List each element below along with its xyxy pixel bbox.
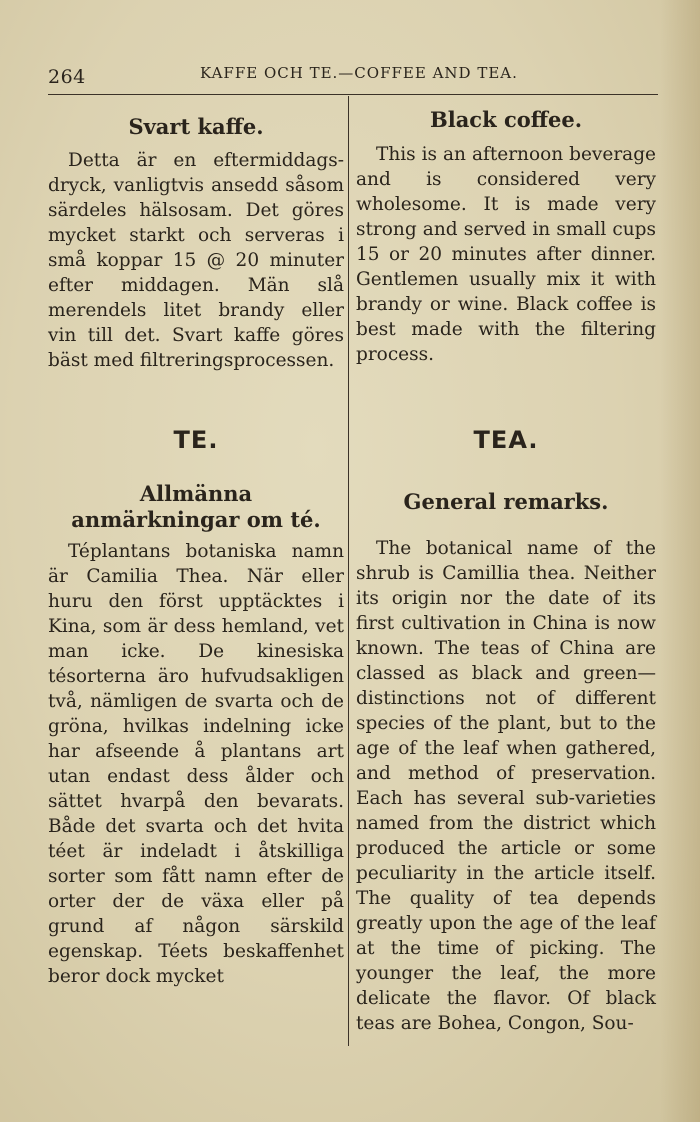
paragraph-general-remarks: The botanical name of the shrub is Camillia thea. Neither its origin nor the date of its first cultivation in China is now known. The teas of China are classed as black and green—distinctions not of different species of the plant, but to the age of the leaf when gathered, and method of preservation. Each has several sub-varieties named from the district which produced the article or some peculiarity in the article itself. The quality of tea depends greatly upon the age of the leaf at the time of picking. The younger the leaf, the more delicate the flavor. Of black teas are Bohea, Congon, Sou- [356, 538, 656, 1034]
section-title-svart-kaffe: Svart kaffe. [128, 114, 264, 139]
section-title-black-coffee: Black coffee. [429, 107, 583, 132]
section-title-allmanna-anmarkningar: Allmänna anmärkningar om té. [71, 481, 321, 532]
english-column [356, 96, 656, 1046]
paragraph-svart-kaffe: Detta är en eftermiddags-dryck, vanligtvis ansedd såsom särdeles hälsosam. Det göres mycket starkt och serveras i små koppar 15 @ 20 minuter efter middagen. Män slå merendels litet brandy eller vin till det. Svart kaffe göres bäst med filtreringsprocessen. [48, 150, 344, 371]
header-rule [48, 94, 658, 95]
column-divider [348, 96, 349, 1046]
chapter-title-te: TE. [173, 426, 219, 454]
running-head: KAFFE OCH TE.—COFFEE AND TEA. [200, 64, 518, 82]
paragraph-black-coffee: This is an afternoon beverage and is considered very wholesome. It is made very strong and served in small cups 15 or 20 minutes after dinner. Gentlemen usually mix it with brandy or wine. Black coffee is best made with the filtering process. [356, 144, 656, 365]
page-edge-shadow [660, 0, 700, 1122]
chapter-title-tea: TEA. [473, 426, 539, 454]
page-header [48, 62, 658, 88]
page-number: 264 [48, 66, 86, 88]
paragraph-allmanna-anmarkningar: Téplantans botaniska namn är Camilia Thea. När eller huru den först upptäcktes i Kina, som är dess hemland, vet man icke. De kinesiska tésorterna äro hufvudsakligen två, nämligen de svarta och de gröna, hvilkas indelning icke har afseende å plantans art utan endast dess ålder och sättet hvarpå den bevarats. Både det svarta och det hvita téet är indeladt i åtskilliga sorter som fått namn efter de orter der de växa eller på grund af någon särskild egenskap. Téets beskaffenhet beror dock mycket [48, 541, 344, 987]
swedish-column [48, 96, 344, 1046]
section-title-general-remarks: General remarks. [403, 489, 609, 514]
